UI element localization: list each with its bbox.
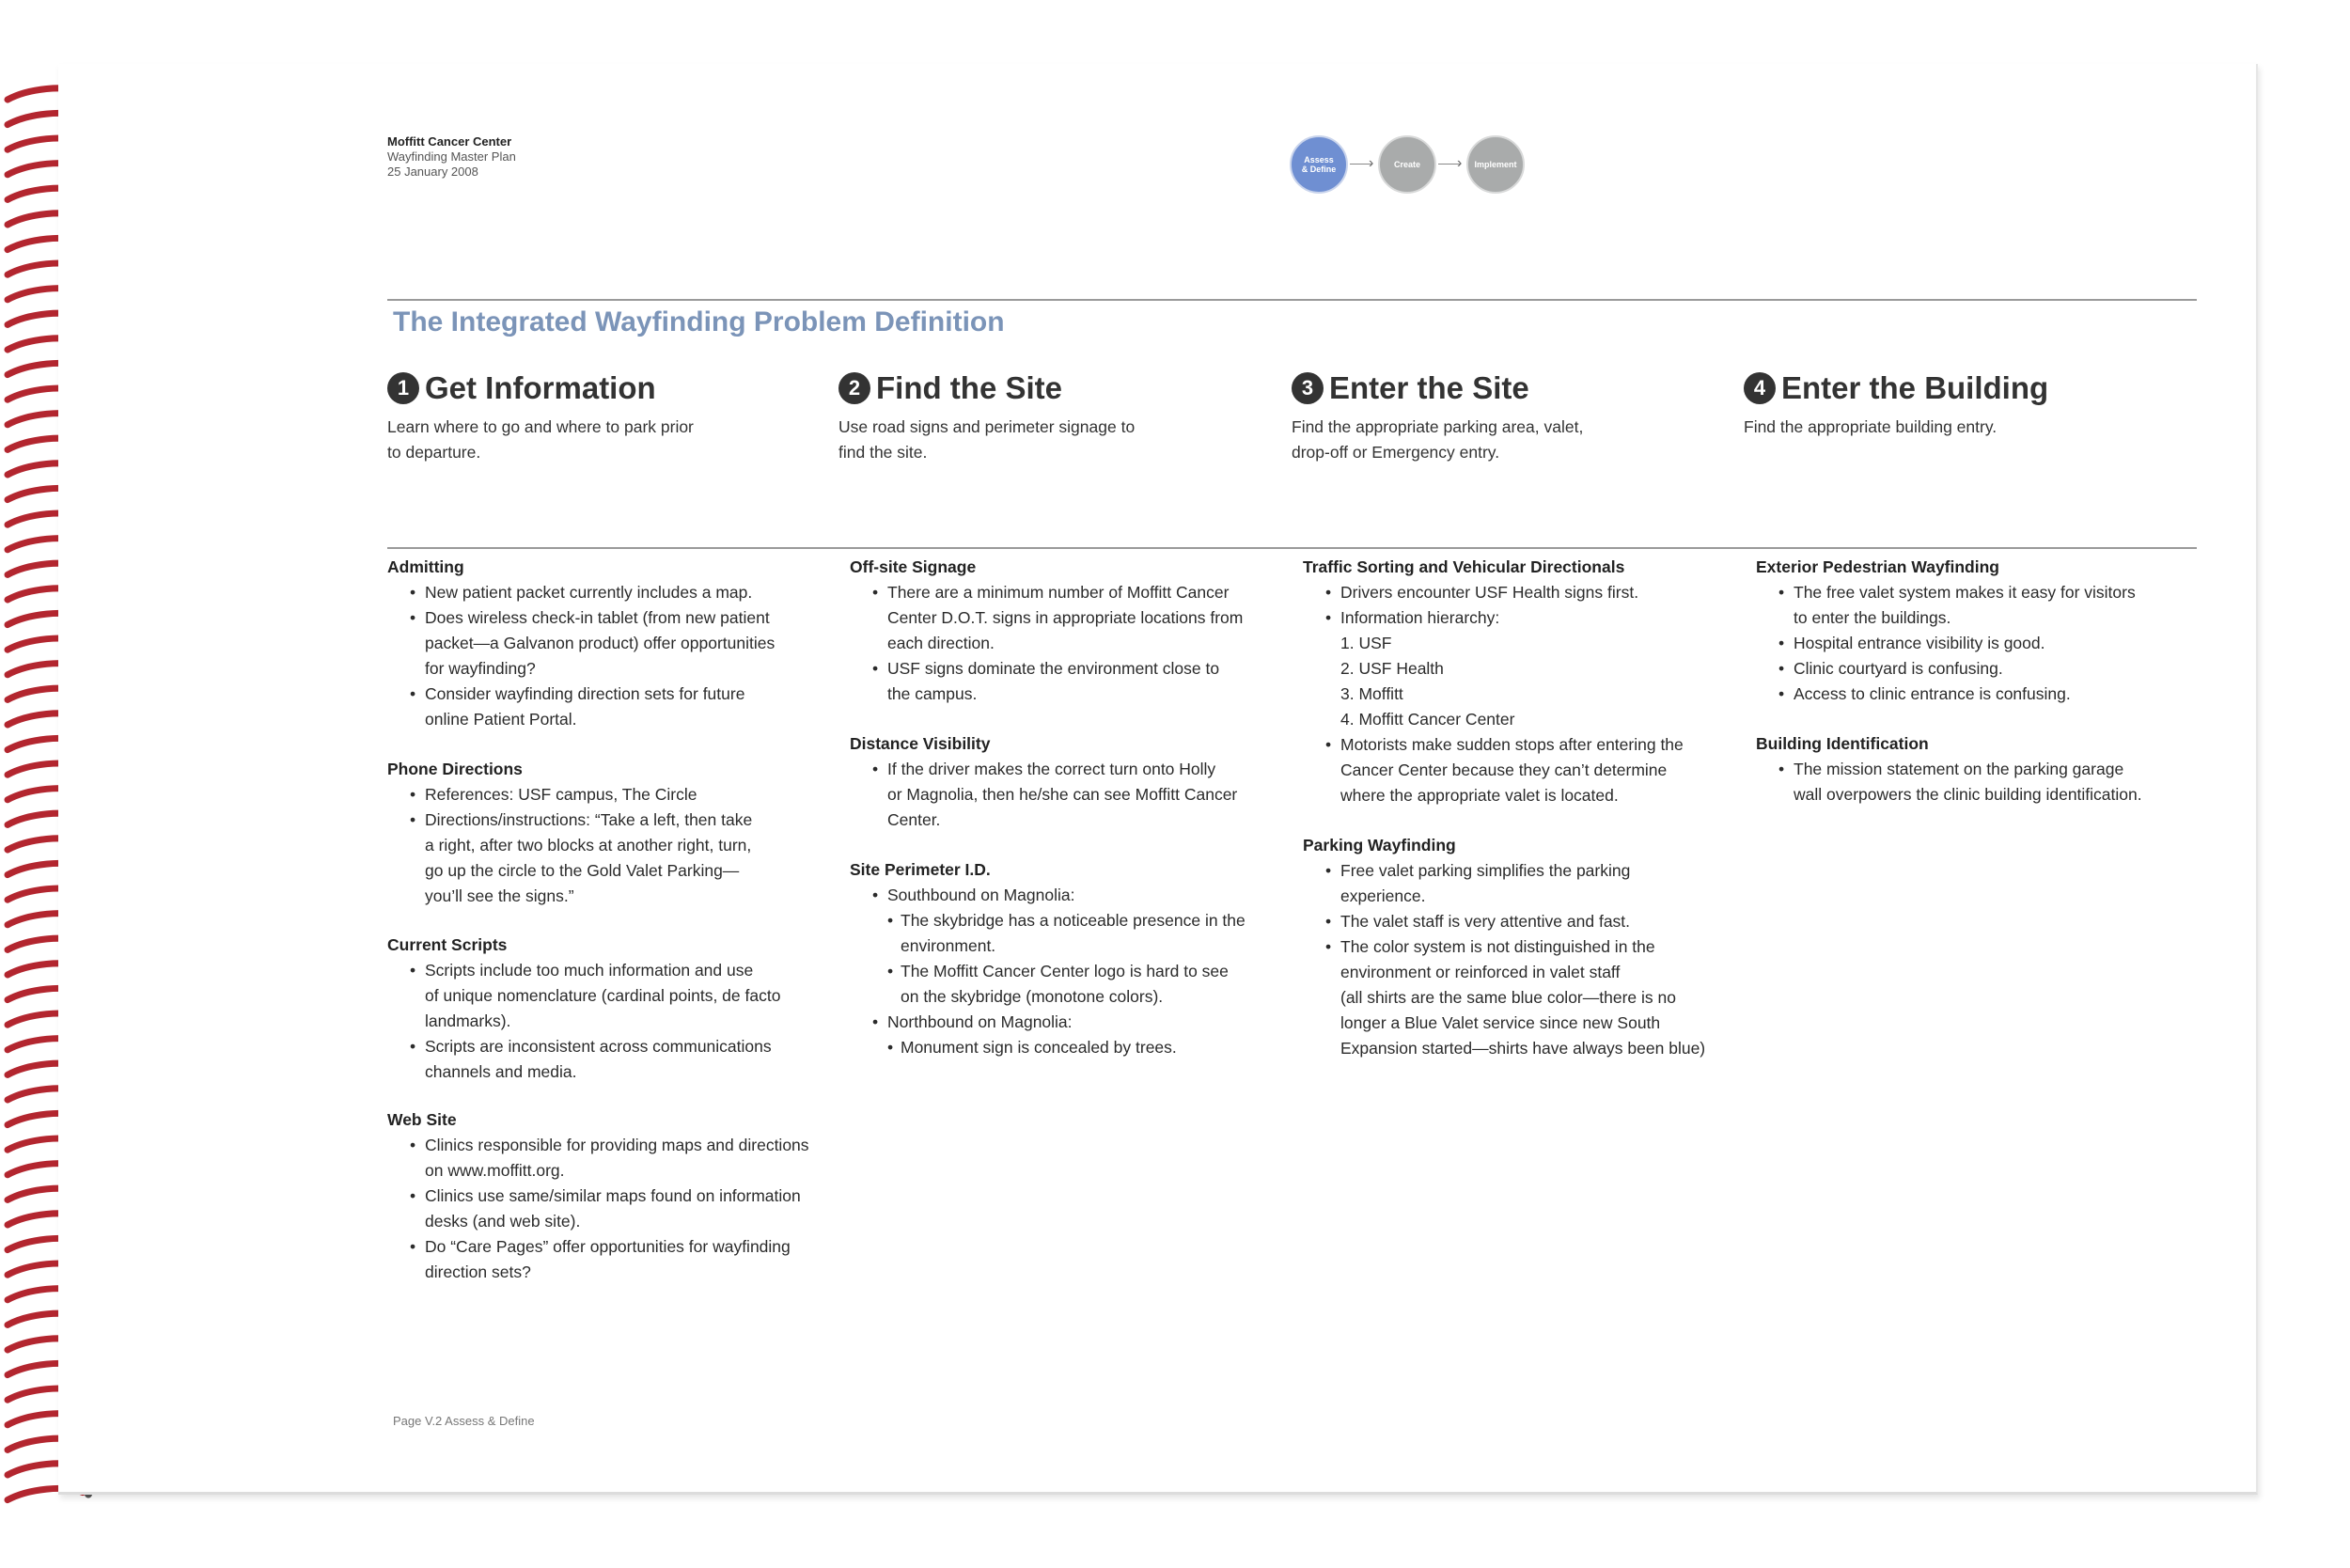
item-line: the campus.: [887, 684, 978, 703]
description-line: Use road signs and perimeter signage to: [838, 417, 1136, 436]
column-enter-the-building: [1744, 369, 2186, 440]
bullet-item: [1303, 605, 1745, 631]
column-description: [1292, 415, 1649, 465]
section: [387, 555, 829, 732]
bullet-icon: •: [410, 1037, 416, 1056]
bullet-item: [387, 1034, 829, 1085]
bullet-icon: •: [410, 1186, 416, 1205]
description-line: Learn where to go and where to park prior: [387, 417, 694, 436]
item-line: Monument sign is concealed by trees.: [901, 1038, 1177, 1057]
organization-name: Moffitt Cancer Center: [387, 134, 512, 149]
item-line: landmarks).: [425, 1011, 511, 1030]
bullet-icon: •: [410, 1237, 416, 1256]
section-title: Admitting: [387, 557, 464, 576]
item-line: environment.: [901, 936, 996, 955]
item-line: Center.: [887, 810, 941, 829]
bullet-item: [850, 883, 1292, 908]
bullet-icon: •: [887, 1038, 894, 1057]
item-line: Motorists make sudden stops after entering the: [1340, 735, 1684, 754]
step-number-badge: 2: [838, 372, 870, 404]
bullet-item: [387, 808, 829, 909]
bullet-icon: •: [1325, 608, 1332, 627]
section-title: Parking Wayfinding: [1303, 836, 1456, 855]
item-line: Hospital entrance visibility is good.: [1794, 634, 2045, 652]
bullet-icon: •: [1325, 583, 1332, 602]
process-step-create: [1378, 135, 1436, 194]
process-step-assess-define: [1290, 135, 1348, 194]
column-description: [387, 415, 744, 465]
section: [387, 933, 829, 1085]
column-find-the-site: [838, 369, 1280, 465]
item-line: Scripts include too much information and use: [425, 961, 754, 980]
section: [1303, 833, 1745, 1061]
page-title: The Integrated Wayfinding Problem Definition: [393, 306, 1005, 337]
item-line: Clinics responsible for providing maps and directions: [425, 1136, 809, 1154]
bullet-icon: •: [410, 684, 416, 703]
item-line: Do “Care Pages” offer opportunities for wayfinding: [425, 1237, 791, 1256]
item-line: Center D.O.T. signs in appropriate locations from: [887, 608, 1244, 627]
description-line: drop-off or Emergency entry.: [1292, 443, 1500, 462]
item-line: Directions/instructions: “Take a left, then take: [425, 810, 753, 829]
item-line: direction sets?: [425, 1262, 531, 1281]
divider: [387, 299, 2197, 301]
bullet-item: [387, 1234, 829, 1285]
item-line: 4. Moffitt Cancer Center: [1340, 710, 1515, 729]
bullet-icon: •: [410, 608, 416, 627]
item-line: Access to clinic entrance is confusing.: [1794, 684, 2071, 703]
bullet-item: [850, 1010, 1292, 1035]
item-line: Southbound on Magnolia:: [887, 886, 1075, 904]
bullet-icon: •: [1778, 583, 1785, 602]
bullet-item: [1756, 682, 2198, 707]
column-get-information: [387, 369, 829, 465]
arrow-right-icon: ›: [1369, 155, 1374, 171]
item-line: wall overpowers the clinic building identification.: [1794, 785, 2142, 804]
column-title: Enter the Building: [1781, 370, 2049, 405]
step-number-badge: 1: [387, 372, 419, 404]
description-line: Find the appropriate parking area, valet,: [1292, 417, 1584, 436]
document-page: [58, 64, 2258, 1495]
arrow-right-icon: ›: [1457, 155, 1463, 171]
bullet-icon: •: [1325, 937, 1332, 956]
section: [850, 731, 1292, 833]
column-title: Get Information: [425, 370, 656, 405]
bullet-icon: •: [1325, 735, 1332, 754]
section: [387, 1107, 829, 1285]
column-description: [838, 415, 1196, 465]
item-line: Information hierarchy:: [1340, 608, 1500, 627]
item-line: to enter the buildings.: [1794, 608, 1951, 627]
item-line: Drivers encounter USF Health signs first.: [1340, 583, 1639, 602]
section: [1756, 555, 2198, 707]
item-line: Cancer Center because they can’t determine: [1340, 760, 1668, 779]
item-line: each direction.: [887, 634, 995, 652]
item-line: The free valet system makes it easy for visitors: [1794, 583, 2136, 602]
bullet-icon: •: [872, 760, 879, 778]
bullet-icon: •: [1778, 760, 1785, 778]
item-line: Clinics use same/similar maps found on information: [425, 1186, 801, 1205]
bullet-item: [1303, 858, 1745, 909]
section-title: Traffic Sorting and Vehicular Directionals: [1303, 557, 1625, 576]
item-line: (all shirts are the same blue color—there is no: [1340, 988, 1676, 1007]
section-title: Building Identification: [1756, 734, 1929, 753]
item-line: Free valet parking simplifies the parking: [1340, 861, 1631, 880]
description-line: to departure.: [387, 443, 481, 462]
item-line: of unique nomenclature (cardinal points, de facto: [425, 986, 781, 1005]
numbered-list-item: [1303, 631, 1745, 656]
bullet-item: [850, 757, 1292, 833]
item-line: 2. USF Health: [1340, 659, 1444, 678]
bullet-icon: •: [872, 1012, 879, 1031]
process-step-implement: [1466, 135, 1525, 194]
item-line: go up the circle to the Gold Valet Parking—: [425, 861, 740, 880]
item-line: The mission statement on the parking garage: [1794, 760, 2124, 778]
step-label: Create: [1393, 160, 1420, 169]
document-date: 25 January 2008: [387, 165, 478, 179]
bullet-item: [1303, 580, 1745, 605]
bullet-item: [387, 605, 829, 682]
item-line: New patient packet currently includes a map.: [425, 583, 753, 602]
bullet-icon: •: [410, 785, 416, 804]
section-title: Phone Directions: [387, 760, 523, 778]
description-line: Find the appropriate building entry.: [1744, 417, 1998, 436]
bullet-item: [1756, 580, 2198, 631]
section: [387, 757, 829, 909]
item-line: environment or reinforced in valet staff: [1340, 963, 1621, 981]
section-title: Off-site Signage: [850, 557, 977, 576]
item-line: on www.moffitt.org.: [425, 1161, 565, 1180]
bullet-icon: •: [872, 886, 879, 904]
bullet-item: [387, 682, 829, 732]
step-label: Assess: [1304, 155, 1334, 165]
item-line: USF signs dominate the environment close to: [887, 659, 1220, 678]
column-enter-the-site: [1292, 369, 1733, 465]
item-line: packet—a Galvanon product) offer opportunities: [425, 634, 776, 652]
bullet-item: [1303, 732, 1745, 808]
bullet-icon: •: [1325, 912, 1332, 931]
description-line: find the site.: [838, 443, 928, 462]
step-number-badge: 3: [1292, 372, 1324, 404]
bullet-item: [850, 580, 1292, 656]
section-title: Site Perimeter I.D.: [850, 860, 991, 879]
process-diagram: [1290, 135, 1562, 194]
bullet-item: [387, 1133, 829, 1184]
step-label: Implement: [1474, 160, 1517, 169]
bullet-icon: •: [887, 911, 894, 930]
item-line: channels and media.: [425, 1062, 577, 1081]
bullet-icon: •: [887, 962, 894, 980]
section-title: Distance Visibility: [850, 734, 991, 753]
item-line: desks (and web site).: [425, 1212, 581, 1231]
bullet-icon: •: [1325, 861, 1332, 880]
bullet-item: [387, 1184, 829, 1234]
item-line: The color system is not distinguished in the: [1340, 937, 1655, 956]
item-line: The skybridge has a noticeable presence in the: [901, 911, 1246, 930]
bullet-item: [387, 958, 829, 1034]
item-line: or Magnolia, then he/she can see Moffitt Cancer: [887, 785, 1238, 804]
bullet-item: [1303, 934, 1745, 1061]
item-line: longer a Blue Valet service since new South: [1340, 1013, 1661, 1032]
bullet-item: [850, 959, 1292, 1010]
bullet-icon: •: [1778, 634, 1785, 652]
numbered-list-item: [1303, 707, 1745, 732]
page-footer: Page V.2 Assess & Define: [393, 1414, 535, 1428]
bullet-item: [387, 580, 829, 605]
item-line: The valet staff is very attentive and fast.: [1340, 912, 1631, 931]
section: [1756, 731, 2198, 808]
column-title: Find the Site: [876, 370, 1062, 405]
bullet-icon: •: [1778, 659, 1785, 678]
bullet-item: [850, 908, 1292, 959]
item-line: for wayfinding?: [425, 659, 536, 678]
bullet-icon: •: [410, 961, 416, 980]
item-line: Expansion started—shirts have always been blue): [1340, 1039, 1706, 1058]
bullet-icon: •: [410, 1136, 416, 1154]
bullet-item: [387, 782, 829, 808]
item-line: If the driver makes the correct turn onto Holly: [887, 760, 1216, 778]
bullet-icon: •: [872, 659, 879, 678]
section: [850, 555, 1292, 707]
bullet-item: [1756, 631, 2198, 656]
document-header: [387, 134, 516, 180]
numbered-list-item: [1303, 682, 1745, 707]
item-line: you’ll see the signs.”: [425, 886, 574, 905]
item-line: a right, after two blocks at another right, turn,: [425, 836, 752, 855]
bullet-item: [1756, 757, 2198, 808]
section-title: Exterior Pedestrian Wayfinding: [1756, 557, 1999, 576]
section: [850, 857, 1292, 1060]
bullet-item: [1303, 909, 1745, 934]
item-line: Does wireless check-in tablet (from new patient: [425, 608, 770, 627]
bullet-item: [850, 1035, 1292, 1060]
item-line: online Patient Portal.: [425, 710, 577, 729]
item-line: References: USF campus, The Circle: [425, 785, 697, 804]
document-name: Wayfinding Master Plan: [387, 149, 516, 164]
item-line: on the skybridge (monotone colors).: [901, 987, 1164, 1006]
bullet-item: [850, 656, 1292, 707]
item-line: Northbound on Magnolia:: [887, 1012, 1073, 1031]
divider: [387, 547, 2197, 549]
bullet-icon: •: [410, 810, 416, 829]
bullet-icon: •: [1778, 684, 1785, 703]
item-line: Consider wayfinding direction sets for future: [425, 684, 745, 703]
item-line: 1. USF: [1340, 634, 1392, 652]
numbered-list-item: [1303, 656, 1745, 682]
bullet-icon: •: [410, 583, 416, 602]
item-line: Clinic courtyard is confusing.: [1794, 659, 2003, 678]
column-description: [1744, 415, 2101, 440]
item-line: 3. Moffitt: [1340, 684, 1403, 703]
item-line: There are a minimum number of Moffitt Cancer: [887, 583, 1230, 602]
section-title: Current Scripts: [387, 935, 508, 954]
item-line: where the appropriate valet is located.: [1340, 786, 1619, 805]
bullet-item: [1756, 656, 2198, 682]
section: [1303, 555, 1745, 808]
section-title: Web Site: [387, 1110, 457, 1129]
step-label-line2: & Define: [1301, 165, 1337, 174]
item-line: The Moffitt Cancer Center logo is hard to see: [901, 962, 1229, 980]
step-number-badge: 4: [1744, 372, 1776, 404]
item-line: experience.: [1340, 886, 1426, 905]
column-title: Enter the Site: [1329, 370, 1529, 405]
bullet-icon: •: [872, 583, 879, 602]
item-line: Scripts are inconsistent across communications: [425, 1037, 772, 1056]
